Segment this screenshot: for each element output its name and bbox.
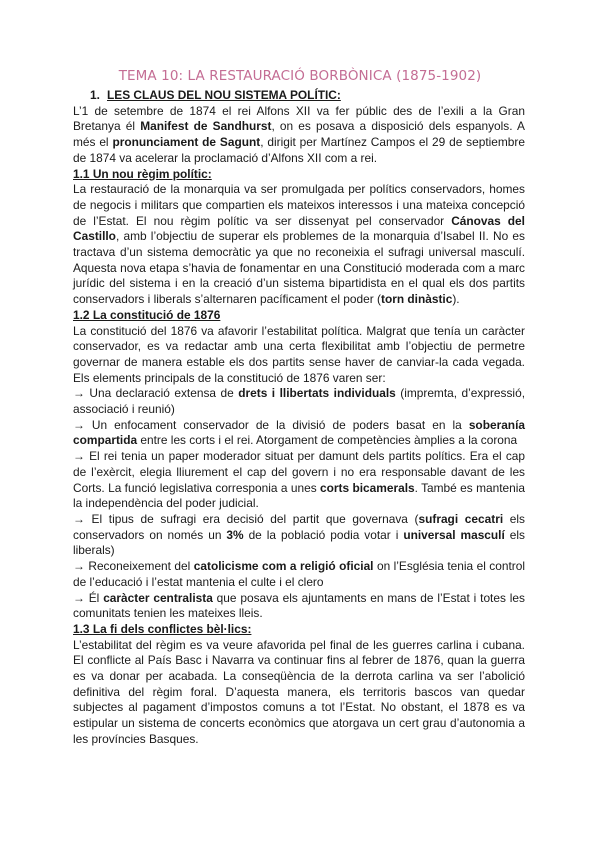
bold-term: soberanía compartida [73,417,525,448]
constitution-item: → El rei tenia un paper moderador situat per damunt dels partits polítics. Era el cap de l’exèrcit, elegia lliurement el cap del govern i no era responsable davant de les Corts. La funció legislativa corresponia a unes corts bicamerals. També es mantenia la independència del poder judicial. [73,449,525,511]
constitution-item: → Reconeixement del catolicisme com a religió oficial on l’Església tenia el control de l’educació i l’estat mantenia el culte i el clero [73,559,525,589]
section-heading-text: LES CLAUS DEL NOU SISTEMA POLÍTIC: [107,88,341,102]
subsection-1-1-paragraph: La restauració de la monarquia va ser promulgada per polítics conservadors, homes de negocis i militars que compartien els mateixos interessos i una mateixa concepció de l’Estat. El nou règim polític va ser dissenyat pel conservador Cánovas del Castillo, amb l’objectiu de superar els problemes de la monarquia d’Isabel II. No es tractava d’un sistema democràtic ya que no reconeixia el sufragi universal masculí. Aquesta nova etapa s’havia de fonamentar en una Constitució moderada com a marc jurídic del sistema i en la creació d’un sistema bipartidista en el qual els dos partits conservadors i liberals s’alternaren pacíficament el poder (torn dinàstic). [73,182,525,307]
bold-term: caràcter centralista [103,590,213,605]
subsection-heading-1-2: 1.2 La constitució de 1876 [73,307,221,322]
bold-term: corts bicamerals [320,480,415,495]
section-number: 1. [90,88,100,102]
document-body [73,88,525,748]
constitution-item: → Él caràcter centralista que posava els ajuntaments en mans de l’Estat i totes les comunitats tenien les mateixes lleis. [73,590,525,621]
document-title: TEMA 10: LA RESTAURACIÓ BORBÒNICA (1875-1902) [118,68,482,84]
bold-term: drets i llibertats individuals [238,386,396,401]
subsection-heading-1-3: 1.3 La fi dels conflictes bèl·lics: [73,621,252,636]
section-heading-1 [73,88,525,104]
constitution-item: → Una declaració extensa de drets i llibertats individuals (impremta, d’expressió, associació i reunió) [73,386,525,417]
bold-term: catolicisme com a religió oficial [193,559,374,574]
constitution-item: → El tipus de sufragi era decisió del partit que governava (sufragi cecatri els conservadors on només un 3% de la població podia votar i universal masculí els liberals) [73,511,525,558]
subsection-heading-1-1: 1.1 Un nou règim polític: [73,166,212,181]
bold-term: universal masculí [403,527,505,542]
bold-term: torn dinàstic [380,292,453,307]
bold-term: 3% [226,527,244,542]
constitution-item: → Un enfocament conservador de la divisió de poders basat en la soberanía compartida entre les corts i el rei. Atorgament de competències àmplies a la corona [73,417,525,448]
subsection-1-2-intro: La constitució del 1876 va afavorir l’estabilitat política. Malgrat que tenía un caràcter conservador, es va redactar amb una certa flexibilitat amb l’objectiu de permetre governar de manera estable els dos partits sense haver de canviar-la cada vegada. Els elements principals de la constitució de 1876 varen ser: [73,323,525,385]
bold-term: Cánovas del Castillo [73,213,525,244]
section-intro-paragraph: L’1 de setembre de 1874 el rei Alfons XII va fer públic des de l’exili a la Gran Bretanya él Manifest de Sandhurst, on es posava a disposició dels espanyols. A més el pronunciament de Sagunt, dirigit per Martínez Campos el 29 de septiembre de 1874 va acelerar la proclamació d’Alfons XII com a rei. [73,103,525,165]
subsection-1-3-paragraph: L’estabilitat del règim es va veure afavorida pel final de les guerres carlina i cubana. El conflicte al País Basc i Navarra va continuar fins al febrer de 1876, quan la guerra es va donar per acabada. La conseqüència de la derrota carlina va ser l’abolició definitiva del règim foral. D’aquesta manera, els territoris bascos van quedar subjectes al pagament d’impostos comuns a tot l’Estat. No obstant, el 1878 es va estipular un sistema de concerts econòmics que atorgava un cert grau d’autonomia a les províncies Basques. [73,637,525,746]
bold-term: pronunciament de Sagunt [112,135,261,150]
bold-term: Manifest de Sandhurst [140,119,272,134]
bold-term: sufragi cecatri [418,511,504,526]
